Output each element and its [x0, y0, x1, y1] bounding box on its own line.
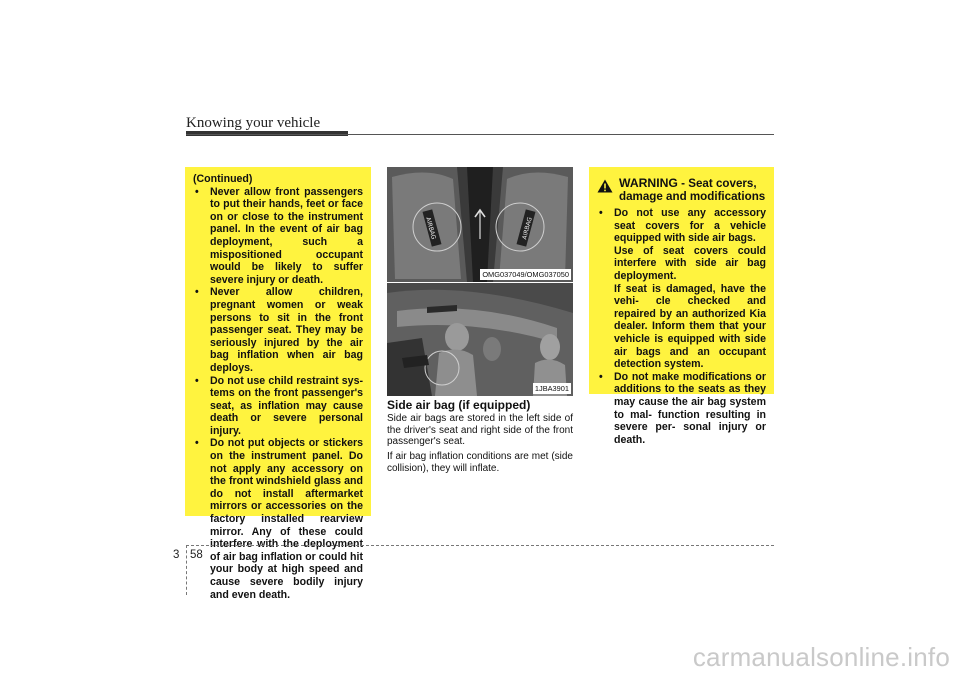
header-rule [186, 134, 774, 135]
footer-divider [186, 545, 187, 595]
warning-title-line2: damage and modifications [619, 190, 766, 203]
warning-header [597, 177, 766, 203]
continued-label: (Continued) [193, 173, 253, 185]
warning-item: • Never allow children, pregnant women or weak persons to sit in the front passenger seat. They may be seriously injured by the air bag inflation when air bag deploys. [193, 286, 363, 374]
footer-rule [186, 545, 774, 546]
seat-illustration [387, 167, 573, 282]
warning-item [597, 207, 766, 371]
watermark-text: carmanualsonline.info [692, 642, 950, 672]
warning-list [193, 186, 363, 602]
section-body [387, 413, 573, 478]
warning-item-main: • Do not use any accessory seat covers for a vehicle equipped with side air bags. [614, 207, 766, 245]
seat-airbag-photo [387, 167, 573, 282]
warning-title-line1: Seat covers, [688, 177, 757, 190]
airbag-tag-left: AIRBAG [424, 216, 437, 241]
cabin-illustration [387, 283, 573, 396]
warning-item: • Do not put objects or stickers on the instrument panel. Do not apply any accessory on the front windshield glass and do not install aftermarket mirrors or accessories on the factory installed rearview mirror. Any of these could interfere with the deployment of air bag inflation or could hit your body at high speed and cause severe bodily injury and even death. [193, 437, 363, 601]
chapter-number: 3 [173, 549, 180, 561]
warning-item: • Do not make modifications or additions to the seats as they may cause the air bag system to mal- function resulting in severe per- sonal injury or death. [597, 371, 766, 447]
warning-item: • Do not use child restraint sys- tems on the front passenger's seat, as inflation may cause death or severe personal injury. [193, 375, 363, 438]
warning-box-seat-covers [589, 167, 774, 446]
section-title: Side air bag (if equipped) [387, 398, 531, 412]
figure-code-top: OMG037049/OMG037050 [482, 270, 569, 279]
warning-triangle-icon [597, 179, 613, 193]
figure-code-bottom: 1JBA3901 [534, 384, 569, 393]
warning-word: WARNING [619, 176, 678, 190]
warning-item: • Never allow front passengers to put their hands, feet or face on or close to the instrument panel. In the event of air bag deployment, such a mispositioned occupant would be likely to suffer severe injury or death. [193, 186, 363, 287]
warning-list [597, 207, 766, 446]
page-header-title: Knowing your vehicle [186, 115, 321, 131]
airbag-tag-right: AIRBAG [521, 216, 534, 241]
warning-title [619, 177, 765, 203]
page-number: 58 [190, 549, 203, 561]
warning-item-sub: Use of seat covers could interfere with side air bag deployment. [614, 244, 766, 282]
warning-dash: - [681, 177, 686, 190]
cabin-airbag-photo [387, 283, 573, 396]
body-paragraph: Side air bags are stored in the left side of the driver's seat and right side of the front passenger's seat. [387, 413, 573, 448]
warning-item-sub: If seat is damaged, have the vehi- cle checked and repaired by an authorized Kia dealer. Inform them that your vehicle is equipped with side air bags and an occupant detection system. [614, 282, 766, 371]
body-paragraph: If air bag inflation conditions are met (side collision), they will inflate. [387, 451, 573, 474]
